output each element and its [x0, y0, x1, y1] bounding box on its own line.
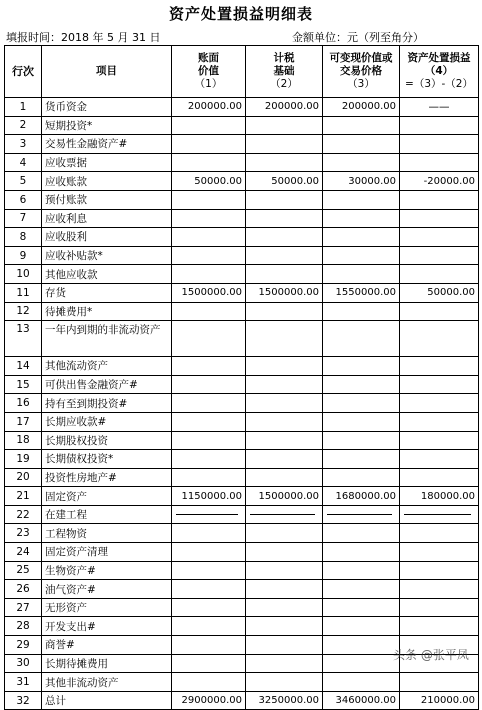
table-row [5, 283, 479, 302]
table-row [5, 190, 479, 209]
row-item-name: 其他流动资产 [42, 357, 172, 376]
row-number: 1 [5, 98, 42, 117]
row-number: 27 [5, 598, 42, 617]
row-number: 26 [5, 580, 42, 599]
cell-fair-value [323, 375, 400, 394]
cell-gain-loss [400, 116, 479, 135]
table-row [5, 450, 479, 469]
cell-book-value: 1500000.00 [172, 283, 246, 302]
underline-mark [327, 506, 392, 515]
row-item-name: 长期待摊费用 [42, 654, 172, 673]
row-number: 4 [5, 153, 42, 172]
cell-gain-loss [400, 302, 479, 321]
table-row [5, 673, 479, 692]
cell-book-value [172, 135, 246, 154]
row-number: 2 [5, 116, 42, 135]
cell-gain-loss [400, 228, 479, 247]
row-item-name: 长期应收款# [42, 412, 172, 431]
cell-gain-loss: 50000.00 [400, 283, 479, 302]
cell-book-value: 50000.00 [172, 172, 246, 191]
table-row [5, 153, 479, 172]
cell-tax-base [246, 153, 323, 172]
cell-gain-loss [400, 617, 479, 636]
cell-gain-loss [400, 394, 479, 413]
cell-fair-value [323, 580, 400, 599]
cell-tax-base [246, 394, 323, 413]
cell-tax-base [246, 246, 323, 265]
cell-tax-base [246, 450, 323, 469]
cell-book-value: 200000.00 [172, 98, 246, 117]
cell-book-value [172, 190, 246, 209]
row-number: 19 [5, 450, 42, 469]
cell-fair-value [323, 153, 400, 172]
cell-tax-base [246, 524, 323, 543]
row-item-name: 应收补贴款* [42, 246, 172, 265]
cell-gain-loss: 180000.00 [400, 487, 479, 506]
cell-book-value [172, 412, 246, 431]
cell-gain-loss [400, 375, 479, 394]
row-item-name: 固定资产清理 [42, 543, 172, 562]
row-item-name: 投资性房地产# [42, 468, 172, 487]
cell-book-value [172, 543, 246, 562]
cell-fair-value [323, 190, 400, 209]
row-item-name: 油气资产# [42, 580, 172, 599]
row-item-name: 其他应收款 [42, 265, 172, 284]
cell-fair-value [323, 468, 400, 487]
cell-fair-value [323, 116, 400, 135]
cell-fair-value: 1550000.00 [323, 283, 400, 302]
table-row [5, 598, 479, 617]
row-number: 23 [5, 524, 42, 543]
underline-mark [404, 506, 471, 515]
table-header-row [5, 46, 479, 98]
cell-book-value [172, 375, 246, 394]
cell-tax-base [246, 190, 323, 209]
table-row [5, 116, 479, 135]
cell-tax-base: 200000.00 [246, 98, 323, 117]
row-item-name: 应收票据 [42, 153, 172, 172]
row-item-name: 交易性金融资产# [42, 135, 172, 154]
cell-fair-value [323, 450, 400, 469]
cell-book-value [172, 265, 246, 284]
fill-time: 填报时间：2018 年 5 月 31 日 [6, 31, 161, 44]
table-row [5, 691, 479, 710]
cell-tax-base [246, 321, 323, 357]
table-row [5, 394, 479, 413]
disposal-table [4, 45, 479, 710]
cell-tax-base: 3250000.00 [246, 691, 323, 710]
cell-book-value [172, 505, 246, 524]
cell-gain-loss [400, 543, 479, 562]
cell-tax-base [246, 412, 323, 431]
underline-mark [250, 506, 315, 515]
cell-fair-value [323, 524, 400, 543]
cell-book-value [172, 153, 246, 172]
cell-gain-loss [400, 135, 479, 154]
header-item: 项目 [42, 46, 172, 98]
table-row [5, 321, 479, 357]
cell-gain-loss [400, 357, 479, 376]
cell-book-value: 2900000.00 [172, 691, 246, 710]
cell-fair-value [323, 654, 400, 673]
cell-book-value [172, 598, 246, 617]
cell-fair-value: 200000.00 [323, 98, 400, 117]
row-number: 18 [5, 431, 42, 450]
row-item-name: 无形资产 [42, 598, 172, 617]
row-number: 29 [5, 636, 42, 655]
cell-book-value [172, 468, 246, 487]
row-item-name: 应收股利 [42, 228, 172, 247]
cell-book-value [172, 561, 246, 580]
cell-tax-base [246, 617, 323, 636]
cell-gain-loss: —— [400, 98, 479, 117]
row-number: 3 [5, 135, 42, 154]
table-row [5, 524, 479, 543]
table-row [5, 375, 479, 394]
row-item-name: 货币资金 [42, 98, 172, 117]
row-item-name: 预付账款 [42, 190, 172, 209]
cell-fair-value [323, 246, 400, 265]
cell-book-value [172, 580, 246, 599]
cell-fair-value [323, 598, 400, 617]
cell-tax-base [246, 468, 323, 487]
cell-fair-value: 3460000.00 [323, 691, 400, 710]
cell-gain-loss: 210000.00 [400, 691, 479, 710]
cell-gain-loss [400, 321, 479, 357]
cell-tax-base [246, 543, 323, 562]
row-item-name: 工程物资 [42, 524, 172, 543]
cell-book-value [172, 524, 246, 543]
cell-book-value [172, 116, 246, 135]
table-row [5, 265, 479, 284]
header-seq: 行次 [5, 46, 42, 98]
cell-gain-loss [400, 209, 479, 228]
table-row [5, 209, 479, 228]
cell-book-value [172, 246, 246, 265]
amount-unit: 金额单位：元（列至角分） [292, 31, 424, 44]
cell-tax-base [246, 302, 323, 321]
cell-gain-loss [400, 598, 479, 617]
row-item-name: 可供出售金融资产# [42, 375, 172, 394]
cell-tax-base [246, 375, 323, 394]
row-number: 16 [5, 394, 42, 413]
table-row [5, 412, 479, 431]
cell-tax-base: 50000.00 [246, 172, 323, 191]
cell-gain-loss [400, 246, 479, 265]
row-item-name: 一年内到期的非流动资产 [42, 321, 172, 357]
cell-gain-loss [400, 580, 479, 599]
header-book-value: 账面价值 （1） [172, 46, 246, 98]
row-number: 10 [5, 265, 42, 284]
page-title: 资产处置损益明细表 [168, 5, 313, 23]
cell-gain-loss [400, 505, 479, 524]
cell-fair-value [323, 673, 400, 692]
cell-gain-loss [400, 153, 479, 172]
cell-tax-base [246, 505, 323, 524]
row-item-name: 生物资产# [42, 561, 172, 580]
row-item-name: 应收利息 [42, 209, 172, 228]
cell-gain-loss [400, 468, 479, 487]
cell-book-value [172, 209, 246, 228]
table-row [5, 505, 479, 524]
cell-fair-value [323, 543, 400, 562]
cell-fair-value [323, 357, 400, 376]
cell-book-value [172, 321, 246, 357]
cell-book-value [172, 654, 246, 673]
cell-fair-value [323, 431, 400, 450]
cell-fair-value [323, 636, 400, 655]
row-number: 14 [5, 357, 42, 376]
cell-fair-value [323, 302, 400, 321]
row-item-name: 开发支出# [42, 617, 172, 636]
row-number: 8 [5, 228, 42, 247]
table-row [5, 228, 479, 247]
row-number: 22 [5, 505, 42, 524]
cell-gain-loss [400, 561, 479, 580]
cell-fair-value [323, 135, 400, 154]
cell-book-value [172, 228, 246, 247]
row-number: 24 [5, 543, 42, 562]
cell-tax-base [246, 135, 323, 154]
cell-tax-base [246, 357, 323, 376]
table-row [5, 468, 479, 487]
table-row [5, 135, 479, 154]
table-row [5, 357, 479, 376]
cell-book-value [172, 636, 246, 655]
table-row [5, 98, 479, 117]
table-row [5, 543, 479, 562]
cell-tax-base: 1500000.00 [246, 283, 323, 302]
row-item-name: 持有至到期投资# [42, 394, 172, 413]
row-item-name: 固定资产 [42, 487, 172, 506]
row-number: 12 [5, 302, 42, 321]
cell-book-value [172, 431, 246, 450]
watermark: 头条 @张平凤 [393, 648, 469, 662]
row-number: 13 [5, 321, 42, 357]
cell-tax-base [246, 598, 323, 617]
row-item-name: 总计 [42, 691, 172, 710]
cell-tax-base [246, 116, 323, 135]
underline-mark [176, 506, 238, 515]
row-number: 21 [5, 487, 42, 506]
row-number: 15 [5, 375, 42, 394]
cell-tax-base [246, 561, 323, 580]
table-row [5, 487, 479, 506]
table-row [5, 431, 479, 450]
cell-gain-loss [400, 190, 479, 209]
cell-fair-value [323, 561, 400, 580]
cell-tax-base [246, 209, 323, 228]
cell-tax-base [246, 228, 323, 247]
cell-fair-value [323, 321, 400, 357]
table-row [5, 302, 479, 321]
cell-gain-loss [400, 265, 479, 284]
cell-book-value [172, 450, 246, 469]
cell-fair-value: 30000.00 [323, 172, 400, 191]
row-number: 30 [5, 654, 42, 673]
row-number: 20 [5, 468, 42, 487]
cell-fair-value [323, 394, 400, 413]
cell-tax-base [246, 636, 323, 655]
table-row [5, 617, 479, 636]
row-item-name: 其他非流动资产 [42, 673, 172, 692]
row-item-name: 商誉# [42, 636, 172, 655]
cell-gain-loss: -20000.00 [400, 172, 479, 191]
cell-fair-value: 1680000.00 [323, 487, 400, 506]
row-item-name: 长期股权投资 [42, 431, 172, 450]
row-item-name: 应收账款 [42, 172, 172, 191]
row-number: 25 [5, 561, 42, 580]
cell-fair-value [323, 228, 400, 247]
cell-tax-base [246, 431, 323, 450]
row-number: 28 [5, 617, 42, 636]
table-row [5, 580, 479, 599]
cell-tax-base: 1500000.00 [246, 487, 323, 506]
header-gain-loss: 资产处置损益（4） =（3）-（2） [400, 46, 479, 98]
cell-fair-value [323, 209, 400, 228]
cell-fair-value [323, 617, 400, 636]
cell-book-value [172, 357, 246, 376]
cell-fair-value [323, 265, 400, 284]
cell-tax-base [246, 673, 323, 692]
row-number: 5 [5, 172, 42, 191]
table-row [5, 246, 479, 265]
cell-book-value [172, 302, 246, 321]
row-number: 7 [5, 209, 42, 228]
row-item-name: 待摊费用* [42, 302, 172, 321]
row-number: 17 [5, 412, 42, 431]
cell-gain-loss [400, 524, 479, 543]
row-item-name: 短期投资* [42, 116, 172, 135]
cell-fair-value [323, 505, 400, 524]
header-fair-value: 可变现价值或交易价格 （3） [323, 46, 400, 98]
cell-tax-base [246, 580, 323, 599]
row-number: 9 [5, 246, 42, 265]
table-row [5, 561, 479, 580]
cell-tax-base [246, 265, 323, 284]
cell-book-value [172, 617, 246, 636]
table-row [5, 172, 479, 191]
table-body [5, 98, 479, 710]
cell-gain-loss [400, 673, 479, 692]
cell-gain-loss [400, 450, 479, 469]
cell-fair-value [323, 412, 400, 431]
cell-gain-loss [400, 431, 479, 450]
cell-book-value [172, 673, 246, 692]
row-item-name: 在建工程 [42, 505, 172, 524]
cell-tax-base [246, 654, 323, 673]
cell-gain-loss [400, 412, 479, 431]
row-item-name: 存货 [42, 283, 172, 302]
header-tax-base: 计税基础 （2） [246, 46, 323, 98]
cell-book-value: 1150000.00 [172, 487, 246, 506]
row-number: 6 [5, 190, 42, 209]
row-number: 32 [5, 691, 42, 710]
cell-book-value [172, 394, 246, 413]
row-number: 31 [5, 673, 42, 692]
row-item-name: 长期债权投资* [42, 450, 172, 469]
row-number: 11 [5, 283, 42, 302]
